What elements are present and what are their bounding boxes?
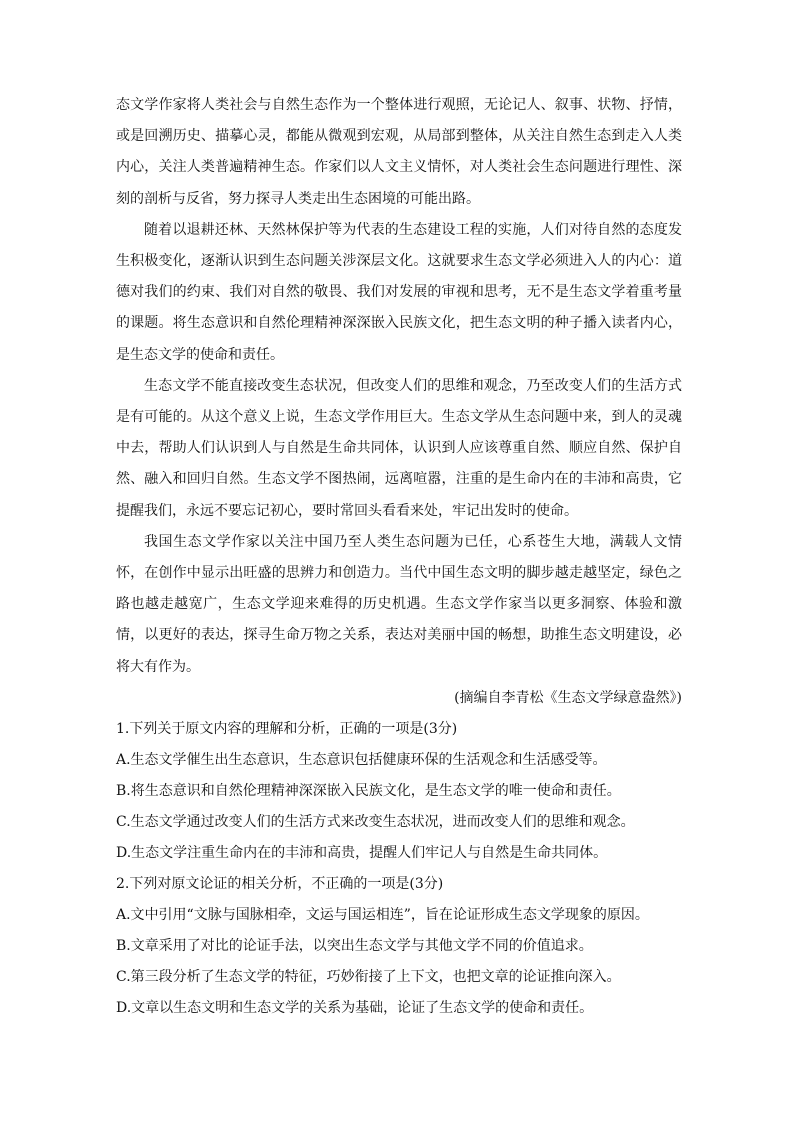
- question-2-option-b: B.文章采用了对比的论证手法，以突出生态文学与其他文学不同的价值追求。: [116, 938, 593, 955]
- paragraph-2: 随着以退耕还林、天然林保护等为代表的生态建设工程的实施，人们对待自然的态度发生积极变化，逐渐认识到生态问题关涉深层文化。这就要求生态文学必须进入人的内心：道德对我们的约束、我们对自然的敬畏、我们对发展的审视和思考，无不是生态文学着重考量的课题。将生态意识和自然伦理精神深深嵌入民族文化，把生态文明的种子播入读者内心，是生态文学的使命和责任。: [116, 221, 682, 363]
- question-1-option-b: B.将生态意识和自然伦理精神深深嵌入民族文化，是生态文学的唯一使命和责任。: [116, 783, 621, 800]
- question-2-option-a: A.文中引用“文脉与国脉相牵，文运与国运相连”，旨在论证形成生态文学现象的原因。: [116, 907, 649, 924]
- question-2: [116, 869, 682, 1024]
- paragraph-1: 态文学作家将人类社会与自然生态作为一个整体进行观照，无论记人、叙事、状物、抒情，或是回溯历史、描摹心灵，都能从微观到宏观，从局部到整体，从关注自然生态到走入人类内心，关注人类普遍精神生态。作家们以人文主义情怀，对人类社会生态问题进行理性、深刻的剖析与反省，努力探寻人类走出生态困境的可能出路。: [116, 97, 682, 207]
- question-1-stem: 1.下列关于原文内容的理解和分析，正确的一项是(3分): [116, 721, 458, 738]
- question-1-option-c: C.生态文学通过改变人们的生活方式来改变生态状况，进而改变人们的思维和观念。: [116, 814, 635, 831]
- source-citation: (摘编自李青松《生态文学绿意盎然》): [454, 689, 682, 706]
- question-2-option-d: D.文章以生态文明和生态文学的关系为基础，论证了生态文学的使命和责任。: [116, 1000, 594, 1017]
- document-page: [116, 90, 682, 1024]
- question-2-option-c: C.第三段分析了生态文学的特征，巧妙衔接了上下文，也把文章的论证推向深入。: [116, 969, 621, 986]
- question-1-option-d: D.生态文学注重生命内在的丰沛和高贵，提醒人们牢记人与自然是生命共同体。: [116, 845, 608, 862]
- paragraph-4: 我国生态文学作家以关注中国乃至人类生态问题为已任，心系苍生大地，满载人文情怀，在创作中显示出旺盛的思辨力和创造力。当代中国生态文明的脚步越走越坚定，绿色之路也越走越宽广，生态文学迎来难得的历史机遇。生态文学作家当以更多洞察、体验和激情，以更好的表达，探寻生命万物之关系，表达对美丽中国的畅想，助推生态文明建设，必将大有作为。: [116, 533, 682, 675]
- question-1: [116, 714, 682, 869]
- question-1-option-a: A.生态文学催生出生态意识，生态意识包括健康环保的生活观念和生活感受等。: [116, 752, 607, 769]
- paragraph-3: 生态文学不能直接改变生态状况，但改变人们的思维和观念，乃至改变人们的生活方式是有可能的。从这个意义上说，生态文学作用巨大。生态文学从生态问题中来，到人的灵魂中去，帮助人们认识到人与自然是生命共同体，认识到人应该尊重自然、顺应自然、保护自然、融入和回归自然。生态文学不图热闹，远离喧嚣，注重的是生命内在的丰沛和高贵，它提醒我们，永远不要忘记初心，要时常回头看看来处，牢记出发时的使命。: [116, 377, 682, 519]
- question-2-stem: 2.下列对原文论证的相关分析，不正确的一项是(3分): [116, 876, 444, 893]
